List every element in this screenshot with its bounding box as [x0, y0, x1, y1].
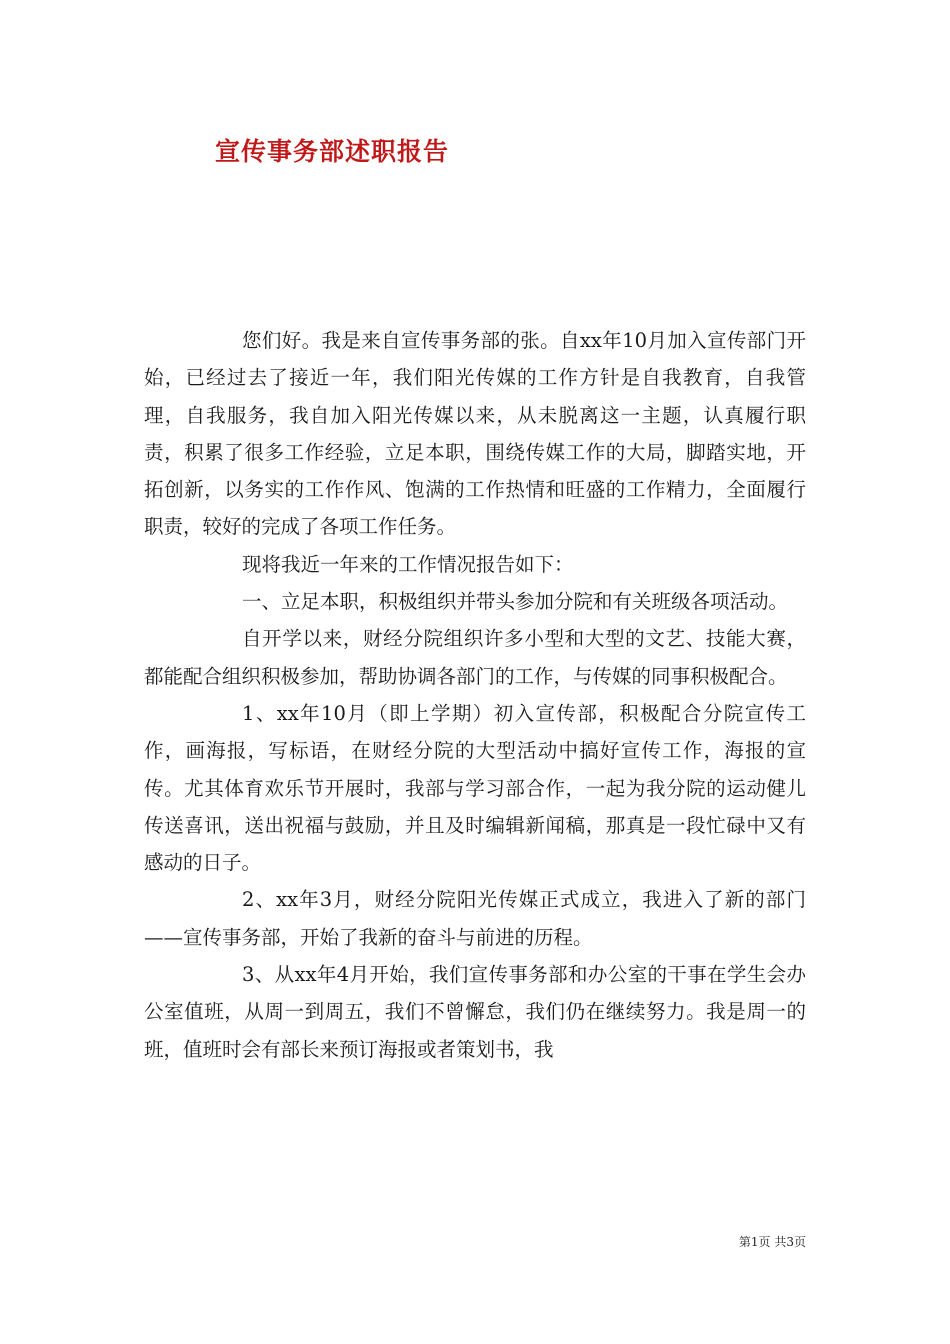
paragraph: 2、xx年3月，财经分院阳光传媒正式成立，我进入了新的部门——宣传事务部，开始了我新的奋斗与前进的历程。 [144, 888, 806, 949]
paragraph: 自开学以来，财经分院组织许多小型和大型的文艺、技能大赛，都能配合组织积极参加，帮助协调各部门的工作，与传媒的同事积极配合。 [144, 627, 806, 688]
document-title: 宣传事务部述职报告 [215, 137, 450, 166]
page-number-footer: 第1页 共3页 [738, 1235, 806, 1249]
paragraph: 3、从xx年4月开始，我们宣传事务部和办公室的干事在学生会办公室值班，从周一到周五，我们不曾懈怠，我们仍在继续努力。我是周一的班，值班时会有部长来预订海报或者策划书，我 [144, 963, 806, 1061]
paragraph: 您们好。我是来自宣传事务部的张。自xx年10月加入宣传部门开始，已经过去了接近一年，我们阳光传媒的工作方针是自我教育，自我管理，自我服务，我自加入阳光传媒以来，从未脱离这一主题，认真履行职责，积累了很多工作经验，立足本职，围绕传媒工作的大局，脚踏实地，开拓创新，以务实的工作作风、饱满的工作热情和旺盛的工作精力，全面履行职责，较好的完成了各项工作任务。 [144, 329, 806, 539]
paragraph: 现将我近一年来的工作情况报告如下： [242, 552, 574, 576]
document-body [144, 322, 806, 1068]
paragraph: 1、xx年10月（即上学期）初入宣传部，积极配合分院宣传工作，画海报，写标语，在财经分院的大型活动中搞好宣传工作，海报的宣传。尤其体育欢乐节开展时，我部与学习部合作，一起为我分院的运动健儿传送喜讯，送出祝福与鼓励，并且及时编辑新闻稿，那真是一段忙碌中又有感动的日子。 [144, 701, 806, 875]
paragraph: 一、立足本职，积极组织并带头参加分院和有关班级各项活动。 [242, 590, 789, 614]
